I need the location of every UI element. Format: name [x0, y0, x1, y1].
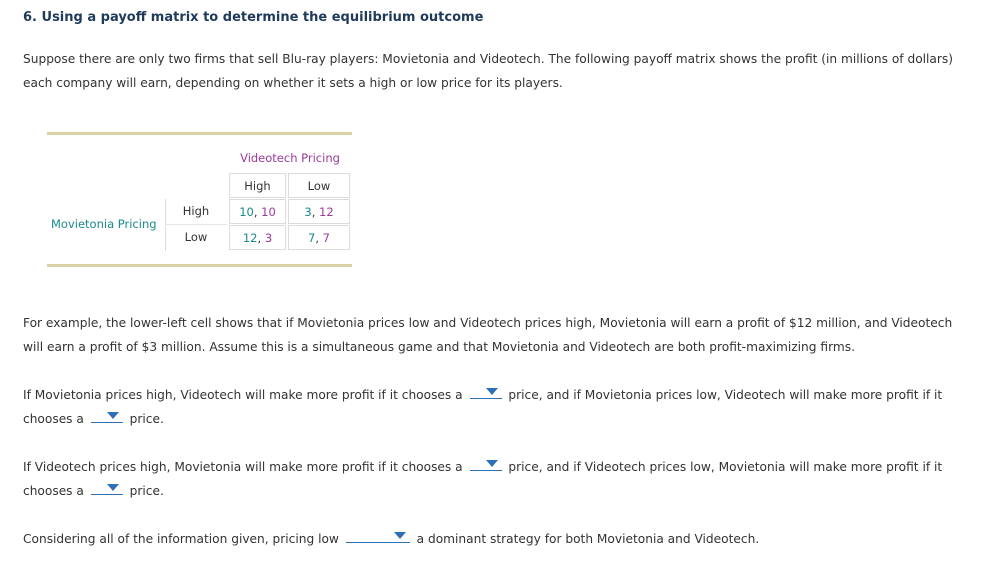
movietonia-payoff: 10: [239, 205, 254, 219]
payoff-cell-high-low: [288, 199, 350, 224]
question-1-text-2: price, and if Movietonia prices low, Videotech will make more profit if it chooses a: [23, 388, 943, 426]
column-player-title: Videotech Pricing: [240, 151, 340, 165]
question-title: 6. Using a payoff matrix to determine the equilibrium outcome: [23, 10, 484, 25]
question-2-text-2: price, and if Videotech prices low, Movietonia will make more profit if it chooses a: [23, 460, 943, 498]
videotech-payoff: 12: [319, 205, 334, 219]
matrix-top-rule: [47, 132, 352, 135]
question-2: [23, 455, 953, 503]
videotech-payoff: 10: [261, 205, 276, 219]
row-label-high: High: [165, 199, 227, 225]
column-header-low: Low: [288, 173, 350, 198]
intro-paragraph: Suppose there are only two firms that sell Blu-ray players: Movietonia and Videotech. The following payoff matrix shows the profit (in millions of dollars) each company will earn, depending on whether it sets a high or low price for its players.: [23, 52, 954, 90]
payoff-matrix: [47, 145, 352, 255]
question-1-text-3: price.: [129, 412, 164, 426]
triangle-down-icon: [394, 532, 406, 539]
question-1-text-1: If Movietonia prices high, Videotech will make more profit if it chooses a: [23, 388, 463, 402]
question-3: [23, 527, 953, 551]
movietonia-payoff: 3: [304, 205, 312, 219]
row-label-low: Low: [184, 230, 208, 244]
triangle-down-icon: [107, 484, 119, 491]
matrix-bottom-rule: [47, 264, 352, 267]
videotech-payoff: 7: [322, 231, 330, 245]
triangle-down-icon: [107, 412, 119, 419]
movietonia-response-when-high-dropdown[interactable]: [470, 456, 502, 471]
triangle-down-icon: [486, 460, 498, 467]
payoff-cell-low-high: [229, 225, 286, 250]
payoff-separator: ,: [311, 205, 319, 219]
question-1: [23, 383, 953, 431]
payoff-separator: ,: [253, 205, 262, 219]
movietonia-payoff: 7: [308, 231, 316, 245]
videotech-response-when-low-dropdown[interactable]: [91, 408, 123, 423]
row-player-title: Movietonia Pricing: [51, 217, 157, 231]
example-paragraph: For example, the lower-left cell shows that if Movietonia prices low and Videotech prices high, Movietonia will earn a profit of $12 million, and Videotech will earn a profit of $3 million. Assume this is a simultaneous game and that Movietonia and Videotech are both profit-maximizing firms.: [23, 316, 953, 354]
question-3-text-2: a dominant strategy for both Movietonia and Videotech.: [416, 532, 760, 546]
question-2-text-3: price.: [129, 484, 164, 498]
payoff-cell-low-low: [288, 225, 350, 250]
payoff-separator: ,: [315, 231, 323, 245]
dominant-strategy-dropdown[interactable]: [346, 528, 410, 543]
payoff-cell-high-high: [229, 199, 286, 224]
triangle-down-icon: [486, 388, 498, 395]
payoff-separator: ,: [257, 231, 265, 245]
column-header-high: High: [229, 173, 286, 198]
movietonia-response-when-low-dropdown[interactable]: [91, 480, 123, 495]
videotech-payoff: 3: [264, 231, 273, 245]
movietonia-payoff: 12: [242, 231, 258, 245]
question-2-text-1: If Videotech prices high, Movietonia will make more profit if it chooses a: [23, 460, 463, 474]
question-3-text-1: Considering all of the information given, pricing low: [23, 532, 339, 546]
videotech-response-when-high-dropdown[interactable]: [470, 384, 502, 399]
